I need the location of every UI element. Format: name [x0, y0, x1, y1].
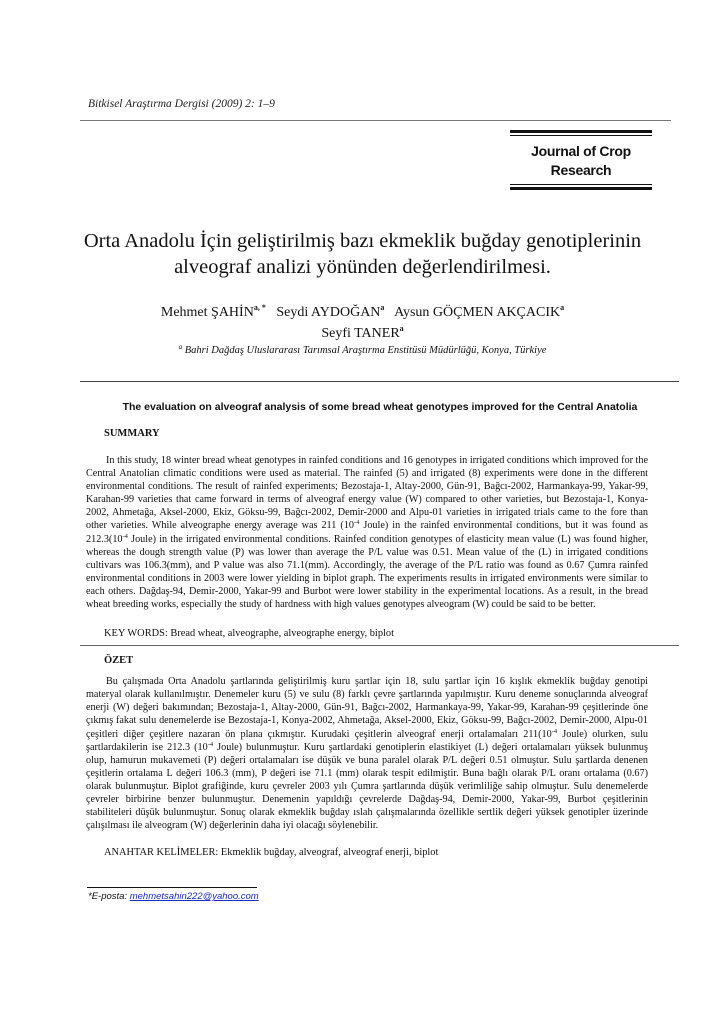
ozet-text-3: Joule) bulunmuştur. Kuru şartlardaki genotiplerin elastikiyet (L) değeri ortalamaları yüksek bulunmuş olup, hamurun mukavemeti (P) değeri ortalamaları ise düşük ve buna paralel olarak P/L değeri 0.51 olmuştur. Sulu şartlarda denenen çeşitlerin ortalama L değeri 106.3 (mm), P değeri ise 71.1 (mm) olarak tespit edilmiştir. Buna bağlı olarak P/L oranı ortalama (0.67) olarak bulunmuştur. Biplot grafiğinde, kuru çevreler 2003 yılı Çumra şartlarında düşük verimliliğe sahip olmuştur. Sulu denemelerde çevreler birbirine benzer bulunmuştur. Denemenin yapıldığı çevrelerde Dağdaş-94, Demir-2000, Yakar-99, Burbot çeşitlerinin stabiliteleri düşük bulunmuştur. Sonuç olarak ekmeklik buğday ıslah çalışmalarında özellikle sertlik değeri yüksek genotipler üzerinde çalışılması ile alveogram (W) değerlerinin daha iyi olacağı söylenebilir.	[86, 741, 648, 832]
author-name: Mehmet ŞAHİN	[160, 305, 254, 320]
ozet-text-2: Joule) olurken, sulu şartlardakilerin ise 212.3 (10	[86, 728, 648, 753]
summary-heading: SUMMARY	[104, 428, 160, 439]
author-line-1	[60, 302, 665, 323]
logo-name	[508, 136, 654, 184]
english-title: The evaluation on alveograf analysis of some bread wheat genotypes improved for the Central Anatolia	[122, 401, 638, 413]
logo-line-2: Research	[550, 162, 612, 178]
summary-text-1: In this study, 18 winter bread wheat genotypes in rainfed conditions and 16 genotypes in irrigated conditions which improved for the Central Anatolian climatic conditions were used as material. The rainfed (5) and irrigated (8) experiments were done in the different environmental conditions. The result of rainfed experiments; Bezostaja-1, Altay-2000, Gün-91, Bağcı-2002, Harmankaya-99, Yakar-99, Karahan-99 varieties that came forward in terms of alveograf energy value (W) compared to other varieties, but Bezostaja-1, Konya-2002, Ahmetağa, Aksel-2000, Ekiz, Göksu-99, Bağcı-2002, Demir-2000 and Alpu-01 varieties in irrigated trials came to the fore than other varieties. While alveographe energy average was 211 (10	[86, 455, 648, 532]
ozet-text-1: Bu çalışmada Orta Anadolu şartlarında geliştirilmiş kuru şartlar için 18, sulu şartlar için 16 kışlık ekmeklik buğday genotipi materyal olarak kullanılmıştır. Denemeler kuru (5) ve sulu (8) farklı çevre şartlarında yapılmıştır. Kuru deneme sonuçlarında alveograf enerji (W) değeri bakımından; Bezostaja-1, Altay-2000, Gün-91, Bağcı-2002, Harmankaya-99, Yakar-99, Karahan-99 çeşitlerinde öne çıkmış fakat sulu denemelerde ise Bezostaja-1, Konya-2002, Ahmetağa, Aksel-2000, Ekiz, Göksu-99, Bağcı-2002, Demir-2000, Alpu-01 çeşitleri diğer çeşitlere nazaran ön plana çıkmıştır. Kurudaki çeşitlerin alveograf enerji ortalamaları 211(10	[86, 676, 648, 740]
journal-logo	[508, 130, 654, 190]
author-name: Aysun GÖÇMEN AKÇACIK	[394, 305, 561, 320]
exponent: -4	[207, 740, 214, 748]
keywords-tr: ANAHTAR KELİMELER: Ekmeklik buğday, alveograf, alveograf enerji, biplot	[104, 847, 439, 859]
summary-text-3: Joule) in the irrigated environmental conditions. Rainfed condition genotypes of elasticity mean value (L) was found higher, whereas the dough strength value (P) was lower than average the P/L value was 0.51. Mean value of the (L) in irrigated conditions cultivars was 106.3(mm), and P value was also 71.1(mm). Accordingly, the average of the P/L ratio was found as 0.67 Çumra rainfed environmental conditions in 2003 were lower yielding in biplot graph. The experiments results in irrigated environments were similar to each others. Dağdaş-94, Demir-2000, Yakar-99 and Burbot were lower stability in the experimental locations. As a result, in the bread wheat breeding works, especially the study of hardness with high values genotypes alveogram (W) could be said to be better.	[86, 533, 648, 611]
ozet-heading: ÖZET	[104, 655, 134, 667]
exponent: -4	[122, 532, 128, 540]
ozet-rule	[80, 645, 679, 646]
logo-row	[0, 130, 725, 190]
ozet-paragraph	[86, 675, 648, 832]
exponent: -4	[551, 727, 558, 735]
logo-line-1: Journal of Crop	[531, 143, 631, 159]
email-link[interactable]: mehmetsahin222@yahoo.com	[129, 891, 259, 903]
summary-text-2: Joule) in the rainfed environmental conditions, but it was found as 212.3(10	[86, 520, 648, 545]
logo-top-bar	[510, 130, 652, 133]
footnote	[88, 891, 725, 903]
footnote-rule	[87, 887, 257, 888]
logo-bottom-bar	[510, 187, 652, 190]
logo-bottom-thin-bar	[510, 184, 652, 185]
title-line-2: alveograf analizi yönünden değerlendirilmesi.	[174, 256, 551, 278]
author-list	[60, 302, 665, 344]
author-name: Seydi AYDOĞAN	[276, 305, 381, 320]
affiliation-text: Bahri Dağdaş Uluslararası Tarımsal Araştırma Enstitüsü Müdürlüğü, Konya, Türkiye	[184, 345, 547, 356]
title-line-1: Orta Anadolu İçin geliştirilmiş bazı ekmeklik buğday genotiplerinin	[83, 230, 642, 252]
author-mark: a	[560, 303, 565, 312]
footnote-label: *E-posta:	[88, 891, 130, 903]
summary-paragraph	[86, 454, 648, 611]
affiliation-mark: a	[178, 343, 183, 351]
section-rule	[80, 381, 679, 382]
author-mark: a	[399, 324, 404, 333]
author-mark: a	[380, 303, 385, 312]
article-title	[60, 228, 665, 280]
header-rule	[80, 120, 671, 121]
keywords-en: KEY WORDS: Bread wheat, alveographe, alveographe energy, biplot	[104, 628, 394, 640]
affiliation	[60, 344, 665, 358]
exponent: -4	[353, 519, 360, 527]
author-name: Seyfi TANER	[321, 326, 400, 341]
author-line-2	[60, 323, 665, 344]
journal-reference: Bitkisel Araştırma Dergisi (2009) 2: 1–9	[88, 98, 275, 110]
author-mark: a, *	[253, 303, 266, 312]
